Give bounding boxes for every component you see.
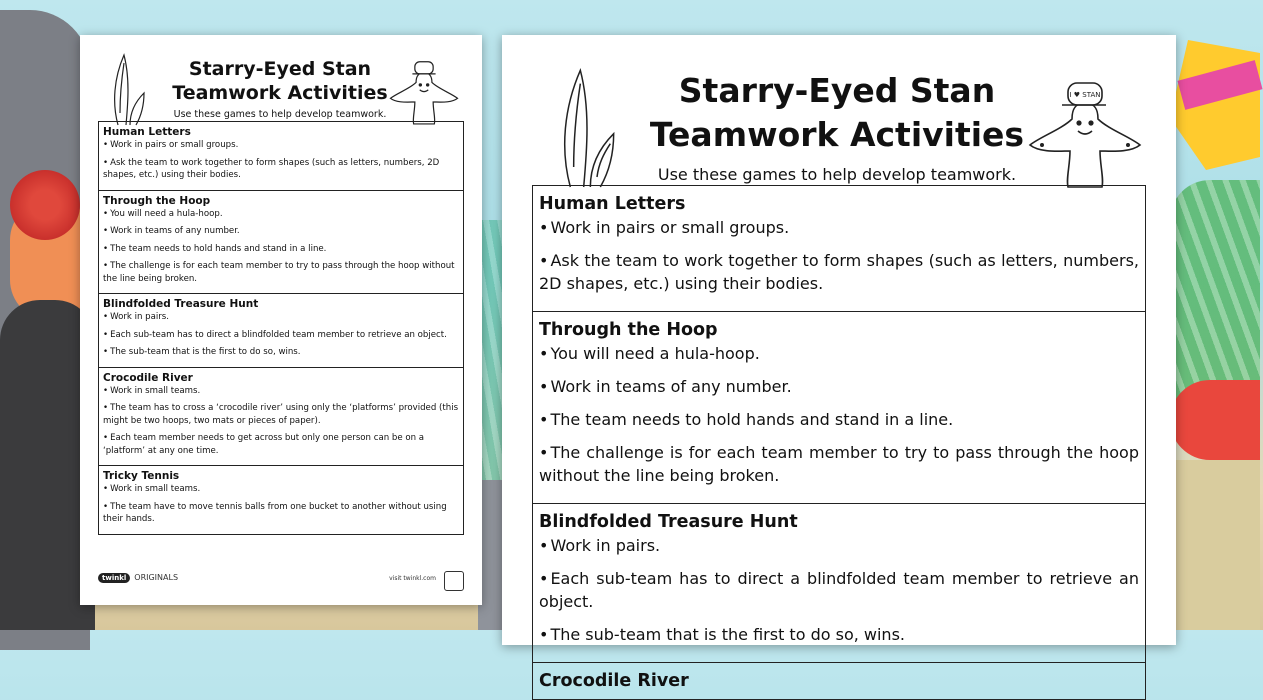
list-item <box>103 483 460 496</box>
bullet-symbol: • <box>539 344 549 363</box>
bullet-symbol: • <box>103 385 109 396</box>
section-heading: Blindfolded Treasure Hunt <box>539 512 798 532</box>
bullet-text: Each sub-team has to direct a blindfolded team member to retrieve an object. <box>539 569 1139 611</box>
bullet-symbol: • <box>103 433 109 443</box>
page-title-line1: Starry-Eyed Stan <box>678 71 996 110</box>
activity-section-blindfolded-treasure-hunt <box>533 504 1145 663</box>
bullet-symbol: • <box>103 243 109 254</box>
section-heading: Crocodile River <box>103 371 193 384</box>
section-heading: Tricky Tennis <box>103 470 180 482</box>
list-item <box>103 329 460 342</box>
footer-badge-icon <box>444 571 464 591</box>
bullet-symbol: • <box>103 347 109 357</box>
twinkl-logo <box>98 573 178 583</box>
list-item <box>103 157 460 182</box>
list-item <box>103 225 460 238</box>
bullet-symbol: • <box>539 410 549 429</box>
bullet-symbol: • <box>103 484 109 494</box>
list-item <box>539 249 1139 295</box>
background-sand-right <box>1170 460 1260 630</box>
list-item <box>539 375 1139 398</box>
worksheet-thumbnail <box>80 35 482 605</box>
bullet-text: Each sub-team has to direct a blindfolded team member to retrieve an object. <box>110 329 447 340</box>
bullet-symbol: • <box>539 377 549 396</box>
logo-badge: twinkl <box>98 573 130 583</box>
section-heading: Human Letters <box>103 126 191 138</box>
page-subtitle: Use these games to help develop teamwork. <box>657 165 1017 184</box>
section-heading: Human Letters <box>539 194 686 214</box>
list-item <box>539 342 1139 365</box>
bullet-symbol: • <box>103 403 109 413</box>
activity-section-human-letters <box>533 186 1145 312</box>
bullet-text: Each team member needs to get across but only one person can be on a ‘platform’ at any one time. <box>103 433 425 456</box>
bullet-symbol: • <box>539 625 549 644</box>
background-coral-right <box>1170 380 1260 460</box>
page-title-line2: Teamwork Activities <box>649 115 1025 154</box>
activity-section-through-the-hoop <box>533 312 1145 504</box>
bullet-symbol: • <box>539 218 549 237</box>
bullet-text: Work in pairs. <box>110 312 169 322</box>
worksheet-zoomed <box>502 35 1176 691</box>
activity-table <box>532 185 1146 700</box>
activity-section-human-letters <box>99 122 463 191</box>
activity-section-tricky-tennis <box>99 466 463 534</box>
bullet-symbol: • <box>103 226 109 236</box>
section-heading: Through the Hoop <box>103 194 211 207</box>
bullet-text: Work in small teams. <box>110 385 201 396</box>
background-coral-left <box>10 170 80 240</box>
section-heading: Crocodile River <box>539 671 689 691</box>
list-item <box>103 501 460 526</box>
list-item <box>539 216 1139 239</box>
bullet-text: The team needs to hold hands and stand in a line. <box>550 410 954 429</box>
bullet-symbol: • <box>103 501 109 512</box>
page-title-line2: Teamwork Activities <box>172 82 388 104</box>
list-item <box>103 139 460 152</box>
bullet-text: Work in pairs or small groups. <box>550 218 790 237</box>
bullet-text: The sub-team that is the first to do so, wins. <box>110 347 301 357</box>
section-heading: Blindfolded Treasure Hunt <box>103 298 259 310</box>
bullet-text: Ask the team to work together to form shapes (such as letters, numbers, 2D shapes, etc.) using their bodies. <box>103 157 440 180</box>
page-title-line1: Starry-Eyed Stan <box>188 58 372 80</box>
bullet-text: The team needs to hold hands and stand in a line. <box>110 243 327 254</box>
bullet-text: The sub-team that is the first to do so, wins. <box>550 625 905 644</box>
bullet-text: The challenge is for each team member to try to pass through the hoop without the line being broken. <box>103 261 455 284</box>
activity-section-through-the-hoop <box>99 191 463 295</box>
list-item <box>539 567 1139 613</box>
bullet-text: Work in small teams. <box>110 484 201 494</box>
cap-label: I ♥ STAN <box>1069 91 1101 99</box>
list-item <box>539 408 1139 431</box>
bullet-symbol: • <box>103 140 109 150</box>
list-item <box>103 432 460 457</box>
bullet-text: The team have to move tennis balls from one bucket to another without using their hands. <box>103 501 447 524</box>
section-heading: Through the Hoop <box>539 320 718 340</box>
bullet-text: The challenge is for each team member to try to pass through the hoop without the line being broken. <box>539 443 1139 485</box>
list-item <box>103 385 460 398</box>
bullet-text: Work in pairs. <box>550 536 661 555</box>
bullet-symbol: • <box>539 569 549 588</box>
bullet-symbol: • <box>103 312 109 322</box>
bullet-text: Work in teams of any number. <box>110 226 240 236</box>
bullet-text: The team has to cross a ‘crocodile river’ using only the ‘platforms’ provided (this might be two hoops, two mats or pieces of paper). <box>103 403 459 426</box>
list-item <box>103 208 460 221</box>
bullet-text: You will need a hula-hoop. <box>550 344 760 363</box>
list-item <box>103 346 460 359</box>
worksheet-header <box>612 69 1062 184</box>
activity-section-crocodile-river <box>99 368 463 467</box>
list-item <box>103 402 460 427</box>
bullet-text: Ask the team to work together to form shapes (such as letters, numbers, 2D shapes, etc.) using their bodies. <box>539 251 1139 293</box>
activity-table <box>98 121 464 535</box>
logo-suffix: ORIGINALS <box>134 573 179 582</box>
bullet-symbol: • <box>103 208 109 219</box>
list-item <box>539 441 1139 487</box>
footer-url: visit twinkl.com <box>389 575 436 582</box>
list-item <box>103 260 460 285</box>
bullet-symbol: • <box>103 261 109 271</box>
page-subtitle: Use these games to help develop teamwork. <box>173 109 387 120</box>
bullet-symbol: • <box>539 443 549 462</box>
activity-section-crocodile-river <box>533 663 1145 699</box>
bullet-symbol: • <box>539 251 549 270</box>
list-item <box>103 243 460 256</box>
bullet-text: Work in pairs or small groups. <box>110 140 239 150</box>
bullet-text: You will need a hula-hoop. <box>110 208 223 219</box>
bullet-symbol: • <box>539 536 549 555</box>
bullet-text: Work in teams of any number. <box>550 377 792 396</box>
worksheet-header <box>140 57 420 120</box>
activity-section-blindfolded-treasure-hunt <box>99 294 463 368</box>
list-item <box>539 534 1139 557</box>
list-item <box>103 311 460 324</box>
worksheet-footer <box>98 571 464 591</box>
bullet-symbol: • <box>103 157 109 168</box>
bullet-symbol: • <box>103 329 109 340</box>
list-item <box>539 623 1139 646</box>
